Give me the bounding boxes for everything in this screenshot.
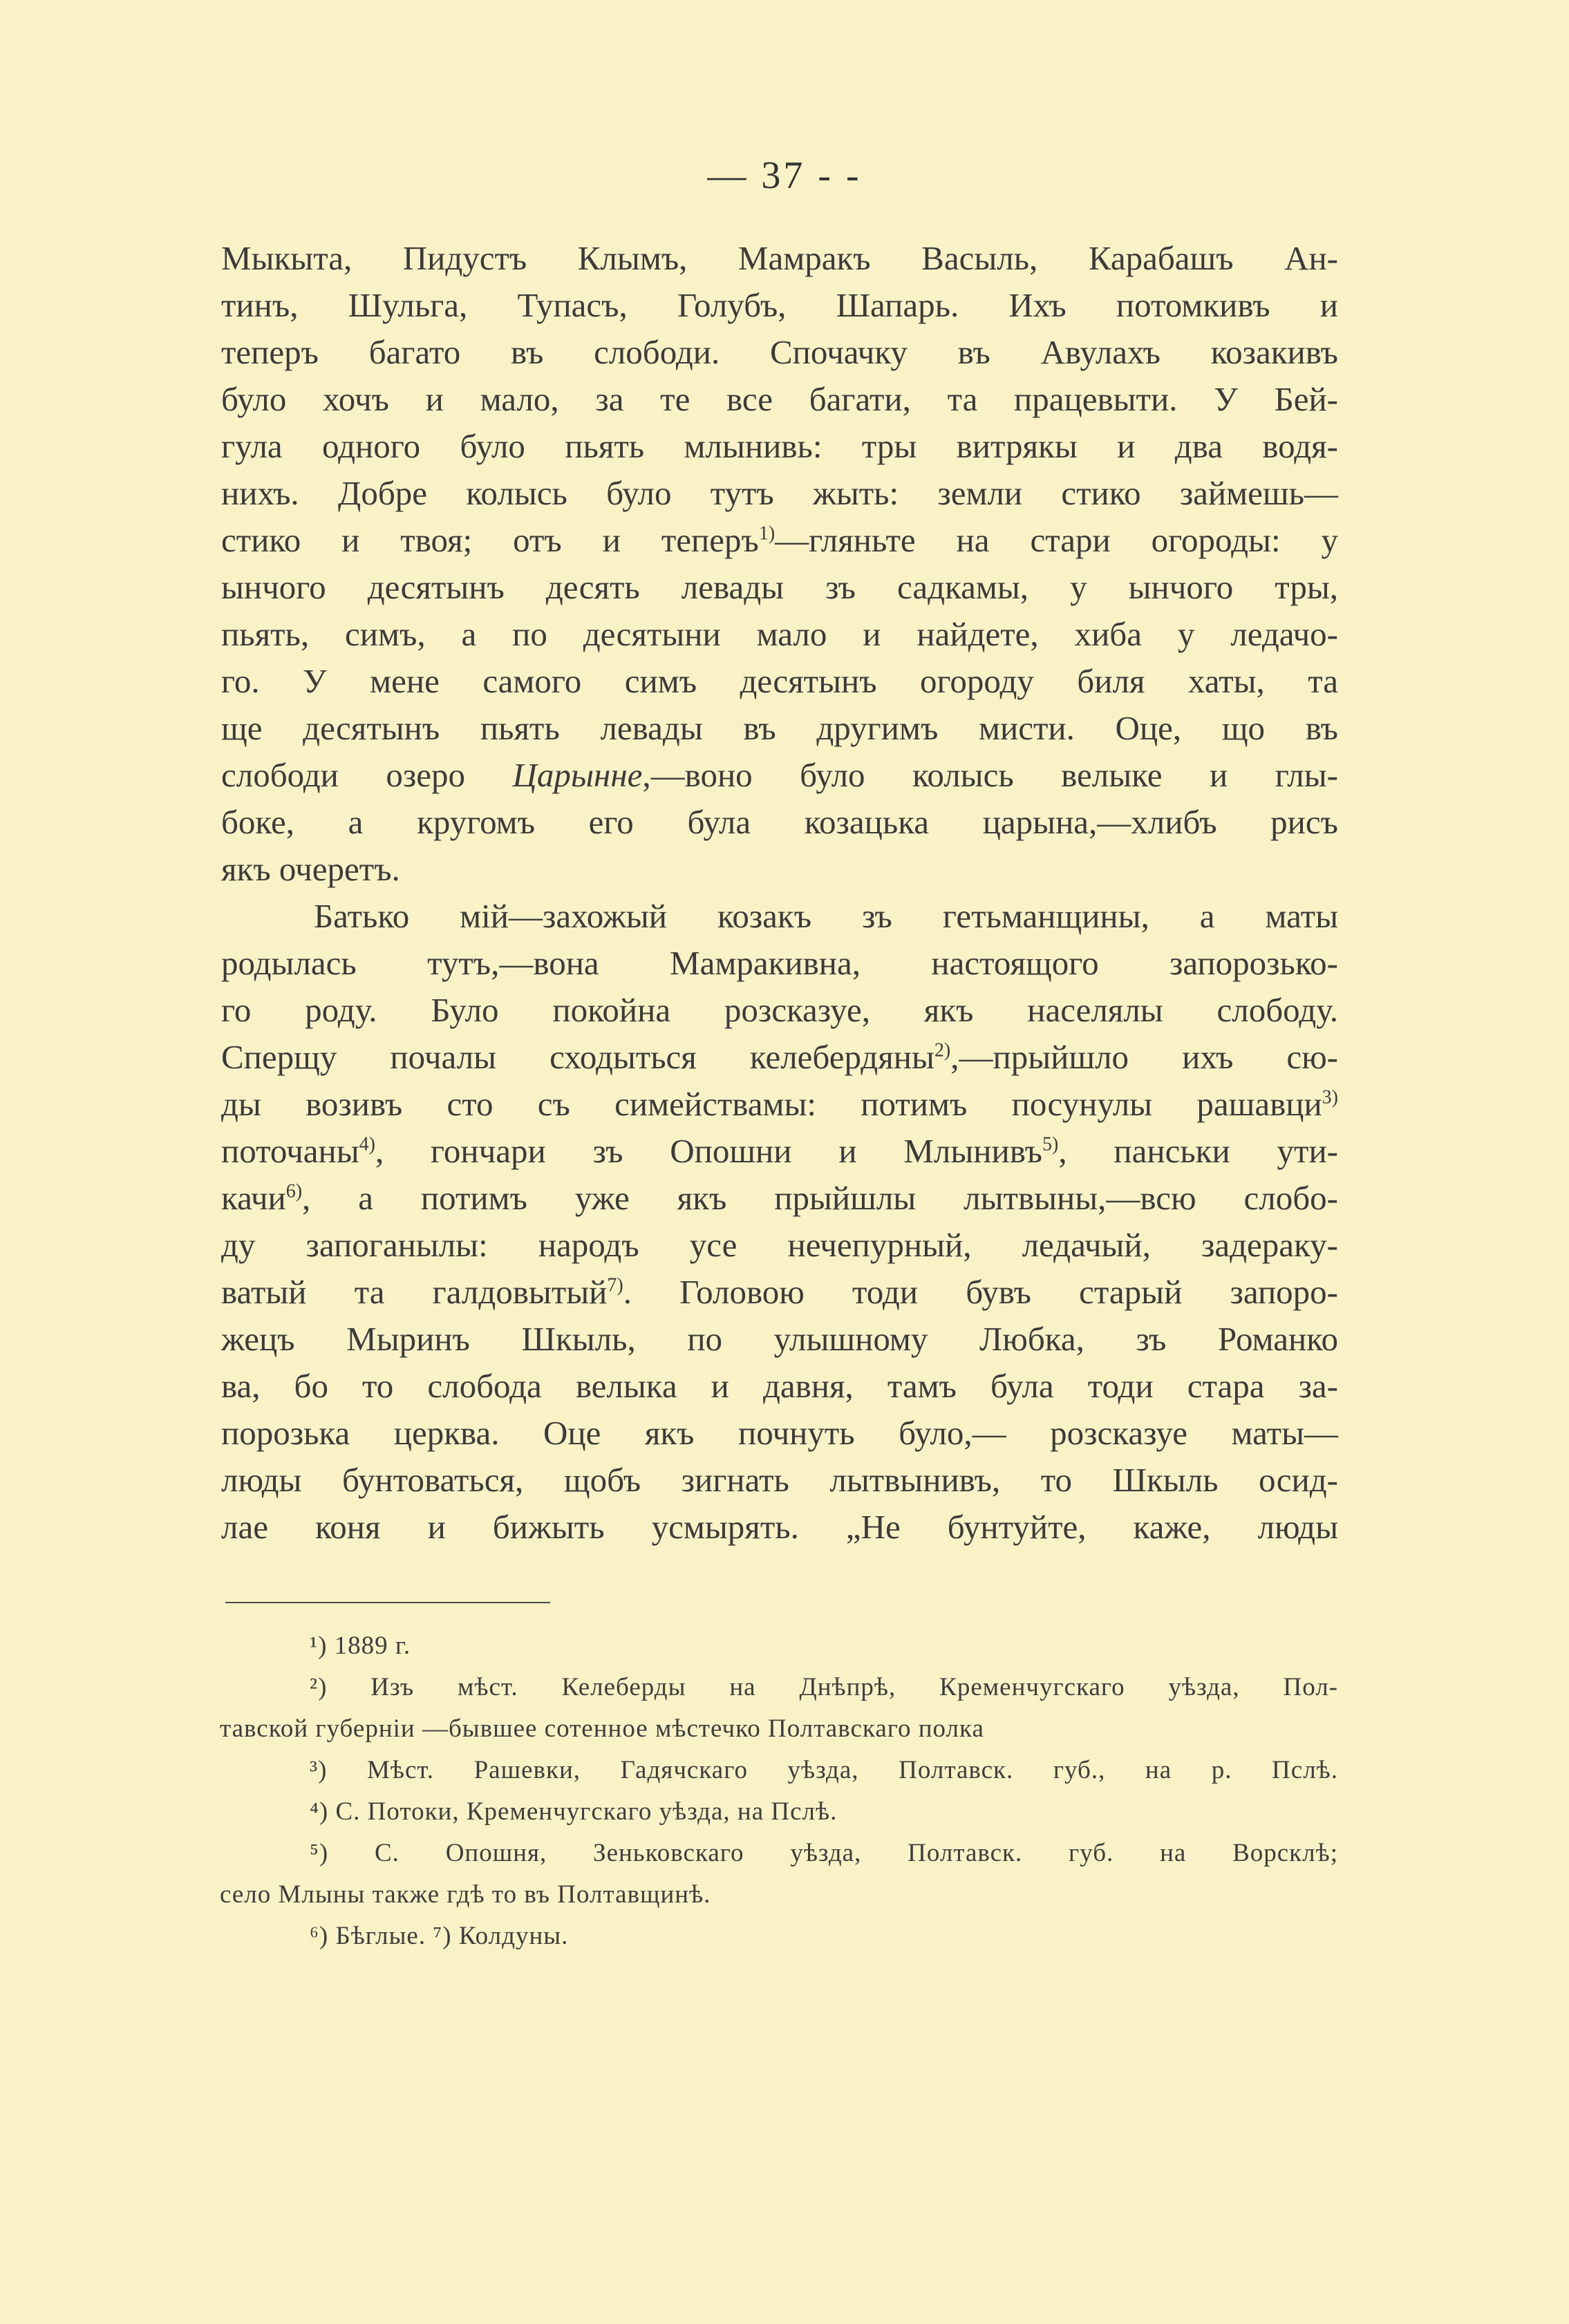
text-line: родылась тутъ,—вона Мамракивна, настоящого запорозько- bbox=[221, 944, 1338, 982]
footnote-divider bbox=[225, 1602, 550, 1603]
body-text bbox=[221, 235, 1338, 1551]
text-line bbox=[221, 1269, 1338, 1316]
text-line: нихъ. Добре колысь було тутъ жыть: земли стико займешь— bbox=[221, 474, 1338, 512]
text-segment: Сперщу почалы сходыться келебердяны bbox=[221, 1038, 934, 1076]
text-line: теперъ багато въ слободи. Спочачку въ Авулахъ козакивъ bbox=[221, 333, 1338, 371]
text-line: люды бунтоваться, щобъ зигнать лытвынивъ, то Шкыль осид- bbox=[221, 1461, 1338, 1499]
text-segment: ,—прыйшло ихъ сю- bbox=[950, 1038, 1338, 1076]
text-segment: стико и твоя; отъ и теперъ bbox=[221, 521, 759, 559]
footnotes bbox=[220, 1625, 1338, 1957]
text-line: ду запоганылы: народъ усе нечепурный, ледачый, задераку- bbox=[221, 1226, 1338, 1264]
text-segment: ды возивъ сто съ симействамы: потимъ посунулы рашавци bbox=[221, 1085, 1322, 1123]
text-line: жецъ Мыринъ Шкыль, по улышному Любка, зъ Романко bbox=[221, 1320, 1338, 1358]
text-line: гула одного було пьять млынивь: тры витрякы и два водя- bbox=[221, 427, 1338, 465]
footnote-ref: 6) bbox=[285, 1180, 303, 1202]
text-line bbox=[221, 517, 1338, 564]
text-line: боке, а кругомъ его була козацька царына,—хлибъ рисъ bbox=[221, 803, 1338, 841]
text-segment: ватый та галдовытый bbox=[221, 1273, 608, 1311]
footnote: ⁵) С. Опошня, Зеньковскаго уѣзда, Полтавск. губ. на Ворсклѣ; bbox=[310, 1839, 1338, 1867]
text-line bbox=[221, 1175, 1338, 1222]
text-line bbox=[221, 1081, 1338, 1128]
text-line: ынчого десятынъ десять левады зъ садкамы, у ынчого тры, bbox=[221, 568, 1338, 606]
text-line bbox=[221, 1034, 1338, 1081]
footnote: ⁴) С. Потоки, Кременчугскаго уѣзда, на Пслѣ. bbox=[310, 1797, 838, 1826]
text-line: якъ очеретъ. bbox=[221, 850, 400, 888]
text-segment: , панськи ути- bbox=[1058, 1132, 1338, 1170]
text-line: го. У мене самого симъ десятынъ огороду биля хаты, та bbox=[221, 662, 1338, 700]
italic-term: Царынне bbox=[512, 756, 643, 794]
text-line: ва, бо то слобода велыка и давня, тамъ була тоди стара за- bbox=[221, 1367, 1338, 1405]
text-line: було хочъ и мало, за те все багати, та працевыти. У Бей- bbox=[221, 380, 1338, 418]
page-number: — 37 - - bbox=[707, 154, 862, 197]
footnote: ¹) 1889 г. bbox=[310, 1632, 411, 1660]
text-segment: качи bbox=[221, 1179, 286, 1217]
text-line: Батько мій—захожый козакъ зъ гетьманщины, а маты bbox=[314, 897, 1338, 935]
text-line: ще десятынъ пьять левады въ другимъ мисти. Оце, що въ bbox=[221, 709, 1338, 747]
text-line bbox=[221, 752, 1338, 799]
footnote: село Млыны также гдѣ то въ Полтавщинѣ. bbox=[220, 1880, 711, 1909]
text-segment: —гляньте на стари огороды: у bbox=[775, 521, 1338, 559]
footnote-ref: 5) bbox=[1042, 1133, 1059, 1155]
text-line: лае коня и бижыть усмырять. „Не бунтуйте, каже, люды bbox=[221, 1508, 1338, 1546]
text-segment: ,—воно було колысь велыке и глы- bbox=[642, 756, 1338, 794]
footnote: ³) Мѣст. Рашевки, Гадячскаго уѣзда, Полтавск. губ., на р. Пслѣ. bbox=[310, 1756, 1338, 1784]
text-segment: , гончари зъ Опошни и Млынивъ bbox=[375, 1132, 1042, 1170]
text-segment: поточаны bbox=[221, 1132, 359, 1170]
footnote-ref: 3) bbox=[1322, 1086, 1338, 1108]
text-line: Мыкыта, Пидустъ Клымъ, Мамракъ Васыль, Карабашъ Ан- bbox=[221, 239, 1338, 277]
text-line: пьять, симъ, а по десятыни мало и найдете, хиба у ледачо- bbox=[221, 615, 1338, 653]
footnote: ²) Изъ мѣст. Келеберды на Днѣпрѣ, Кременчугскаго уѣзда, Пол- bbox=[310, 1673, 1338, 1701]
text-line: порозька церква. Оце якъ почнуть було,— розсказуе маты— bbox=[221, 1414, 1338, 1452]
footnote: ⁶) Бѣглые. ⁷) Колдуны. bbox=[310, 1922, 569, 1950]
text-line: го роду. Було покойна розсказуе, якъ населялы слободу. bbox=[221, 991, 1338, 1029]
text-line: тинъ, Шульга, Тупасъ, Голубъ, Шапарь. Ихъ потомкивъ и bbox=[221, 286, 1338, 324]
text-segment: , а потимъ уже якъ прыйшлы лытвыны,—всю слобо- bbox=[302, 1179, 1338, 1217]
footnote: тавской губерніи —бывшее сотенное мѣстечко Полтавскаго полка bbox=[220, 1714, 984, 1743]
footnote-ref: 4) bbox=[359, 1133, 375, 1155]
footnote-ref: 7) bbox=[607, 1274, 623, 1296]
text-segment: . Головою тоди бувъ старый запоро- bbox=[623, 1273, 1338, 1311]
footnote-ref: 1) bbox=[758, 522, 776, 545]
text-segment: слободи озеро bbox=[221, 756, 513, 794]
text-line bbox=[221, 1128, 1338, 1175]
footnote-ref: 2) bbox=[934, 1039, 951, 1061]
